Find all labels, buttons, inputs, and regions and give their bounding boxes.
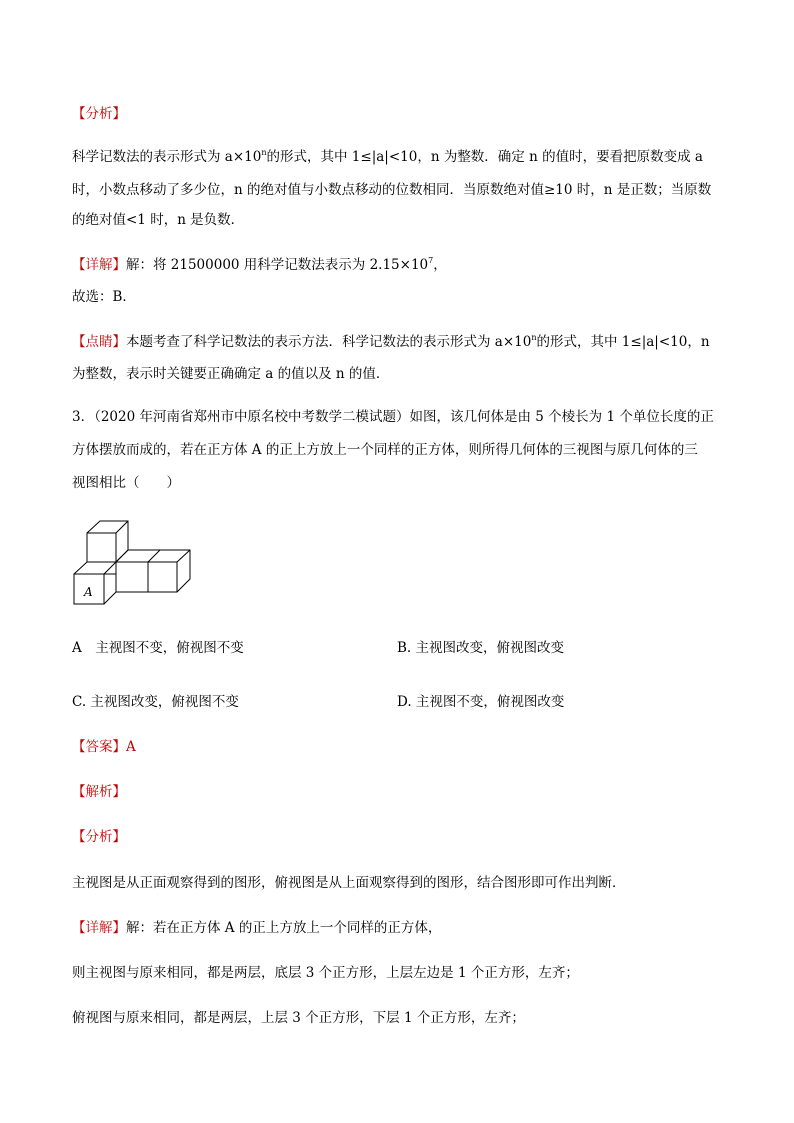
comment-line-2: 为整数，表示时关键要正确确定 a 的值以及 n 的值． (72, 366, 390, 382)
option-b: B. 主视图改变，俯视图改变 (397, 640, 565, 656)
text-segment: 科学记数法的表示形式为 a×10 (72, 149, 262, 165)
cube-edge (116, 521, 128, 533)
detail-heading-1: 【详解】 (72, 257, 126, 273)
detail-line-3 (72, 918, 441, 938)
detail-heading-2: 【详解】 (72, 920, 126, 936)
option-a: A 主视图不变，俯视图不变 (72, 640, 244, 656)
text-segment: ， (433, 257, 447, 273)
comment-line-1 (72, 332, 710, 352)
answer-heading: 【答案】 (72, 739, 126, 755)
detail-line-2: 故选：B． (72, 289, 136, 305)
text-segment: 解：将 21500000 用科学记数法表示为 2.15×10 (126, 257, 429, 273)
detail-line-1 (72, 255, 447, 275)
analysis-heading-1: 【分析】 (72, 106, 126, 122)
cube-label-a: A (84, 585, 93, 599)
analysis-text-1-line-3: 的绝对值<1 时，n 是负数． (72, 212, 245, 228)
answer-value: A (126, 739, 136, 755)
text-segment: 解：若在正方体 A 的正上方放上一个同样的正方体， (126, 920, 442, 936)
analysis-text-1-line-1 (72, 147, 703, 167)
option-d: D. 主视图不变，俯视图改变 (397, 694, 565, 710)
superscript: n (261, 148, 267, 157)
cube-edge (104, 562, 116, 574)
cube-edge (177, 550, 190, 562)
answer-line (72, 737, 136, 757)
analysis-text-1-line-2: 时，小数点移动了多少位，n 的绝对值与小数点移动的位数相同．当原数绝对值≥10 时，n 是正数；当原数 (72, 182, 712, 198)
cube-face (148, 562, 177, 592)
cube-face (116, 562, 148, 592)
analysis-heading-2: 【分析】 (72, 829, 126, 845)
text-segment: 本题考查了科学记数法的表示方法．科学记数法的表示形式为 a×10 (126, 334, 532, 350)
text-segment: 的形式，其中 1≤|a|<10，n (536, 334, 710, 350)
cube-face (87, 533, 116, 562)
cube-edge (74, 562, 87, 574)
analysis-text-2: 主视图是从正面观察得到的图形，俯视图是从上面观察得到的图形，结合图形即可作出判断． (72, 875, 626, 891)
text-segment: 的形式，其中 1≤|a|<10，n 为整数．确定 n 的值时，要看把原数变成 a (266, 149, 703, 165)
option-c: C. 主视图改变，俯视图不变 (72, 694, 239, 710)
superscript: 7 (428, 256, 434, 265)
jiexi-heading: 【解析】 (72, 784, 126, 800)
detail-line-4: 则主视图与原来相同，都是两层，底层 3 个正方形，上层左边是 1 个正方形，左齐； (72, 965, 579, 981)
question-line-3: 视图相比（ ） (72, 475, 180, 491)
detail-line-5: 俯视图与原来相同，都是两层，上层 3 个正方形，下层 1 个正方形，左齐； (72, 1010, 525, 1026)
cube-figure (72, 518, 197, 608)
superscript: n (531, 333, 537, 342)
question-line-1: 3．（2020 年河南省郑州市中原名校中考数学二模试题）如图，该几何体是由 5 个棱长为 1 个单位长度的正 (72, 409, 714, 425)
cube-edge (148, 550, 160, 562)
cube-edge (104, 592, 116, 604)
question-line-2: 方体摆放而成的，若在正方体 A 的正上方放上一个同样的正方体，则所得几何体的三视图与原几何体的三 (72, 442, 698, 458)
comment-heading: 【点睛】 (72, 334, 126, 350)
